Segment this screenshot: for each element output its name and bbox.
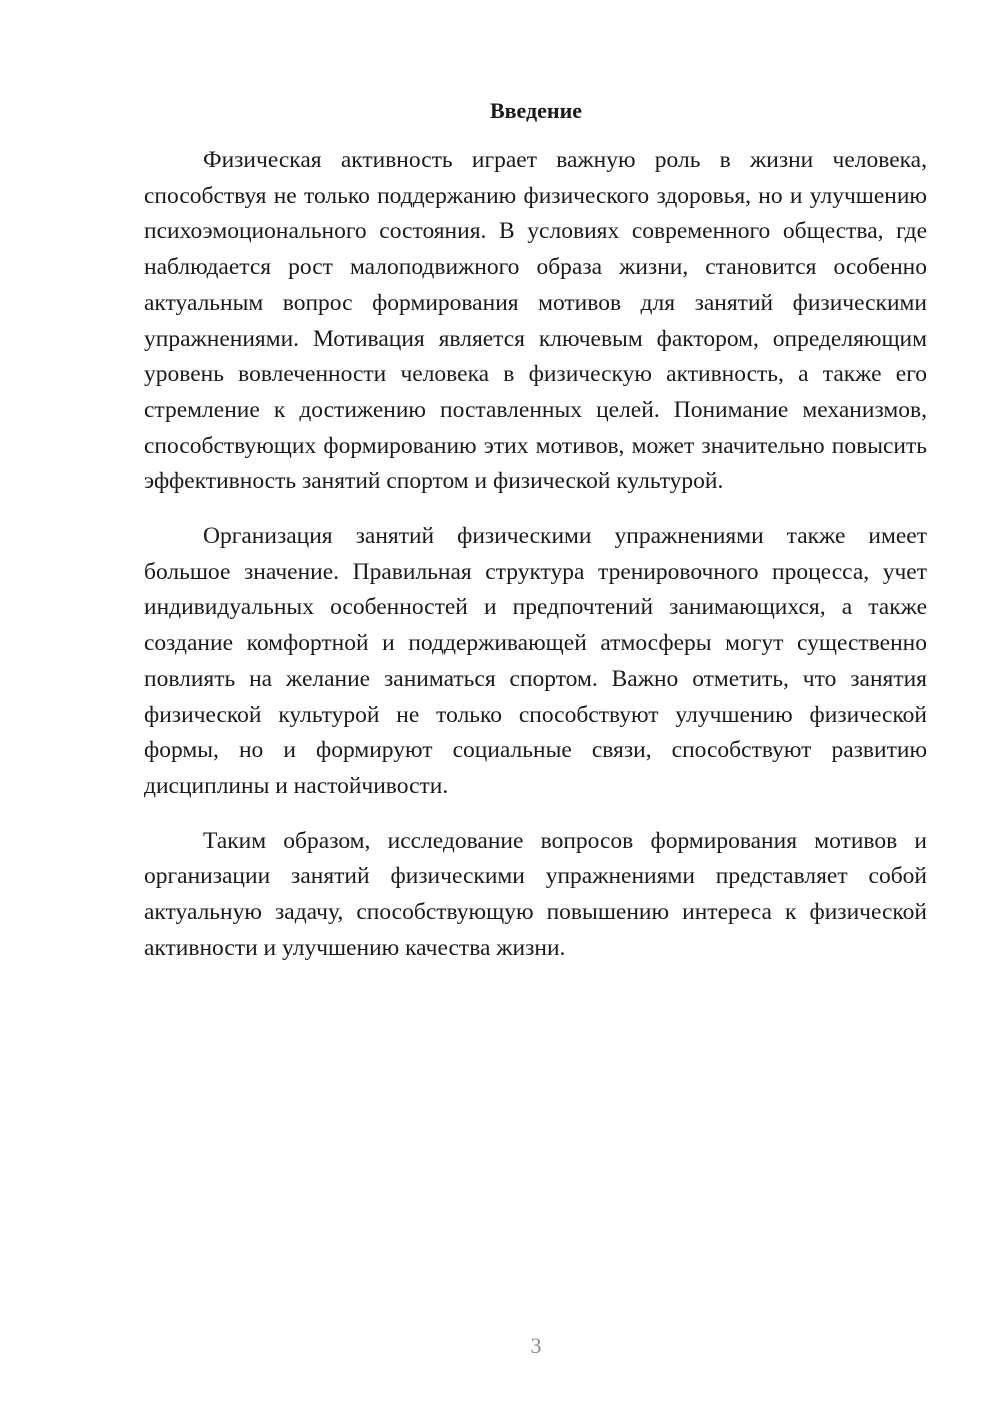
document-body xyxy=(144,143,927,966)
paragraph-1: Физическая активность играет важную роль в жизни человека, способствуя не только поддержанию физического здоровья, но и улучшению психоэмоционального состояния. В условиях современного общества, где наблюдается рост малоподвижного образа жизни, становится особенно актуальным вопрос формирования мотивов для занятий физическими упражнениями. Мотивация является ключевым фактором, определяющим уровень вовлеченности человека в физическую активность, а также его стремление к достижению поставленных целей. Понимание механизмов, способствующих формированию этих мотивов, может значительно повысить эффективность занятий спортом и физической культурой. xyxy=(144,147,927,495)
paragraph-3: Таким образом, исследование вопросов формирования мотивов и организации занятий физическими упражнениями представляет собой актуальную задачу, способствующую повышению интереса к физической активности и улучшению качества жизни. xyxy=(144,827,927,961)
paragraph-2: Организация занятий физическими упражнениями также имеет большое значение. Правильная структура тренировочного процесса, учет индивидуальных особенностей и предпочтений занимающихся, а также создание комфортной и поддерживающей атмосферы могут существенно повлиять на желание заниматься спортом. Важно отметить, что занятия физической культурой не только способствуют улучшению физической формы, но и формируют социальные связи, способствуют развитию дисциплины и настойчивости. xyxy=(144,523,927,799)
section-heading: Введение xyxy=(489,98,583,123)
page-number: 3 xyxy=(530,1333,542,1358)
